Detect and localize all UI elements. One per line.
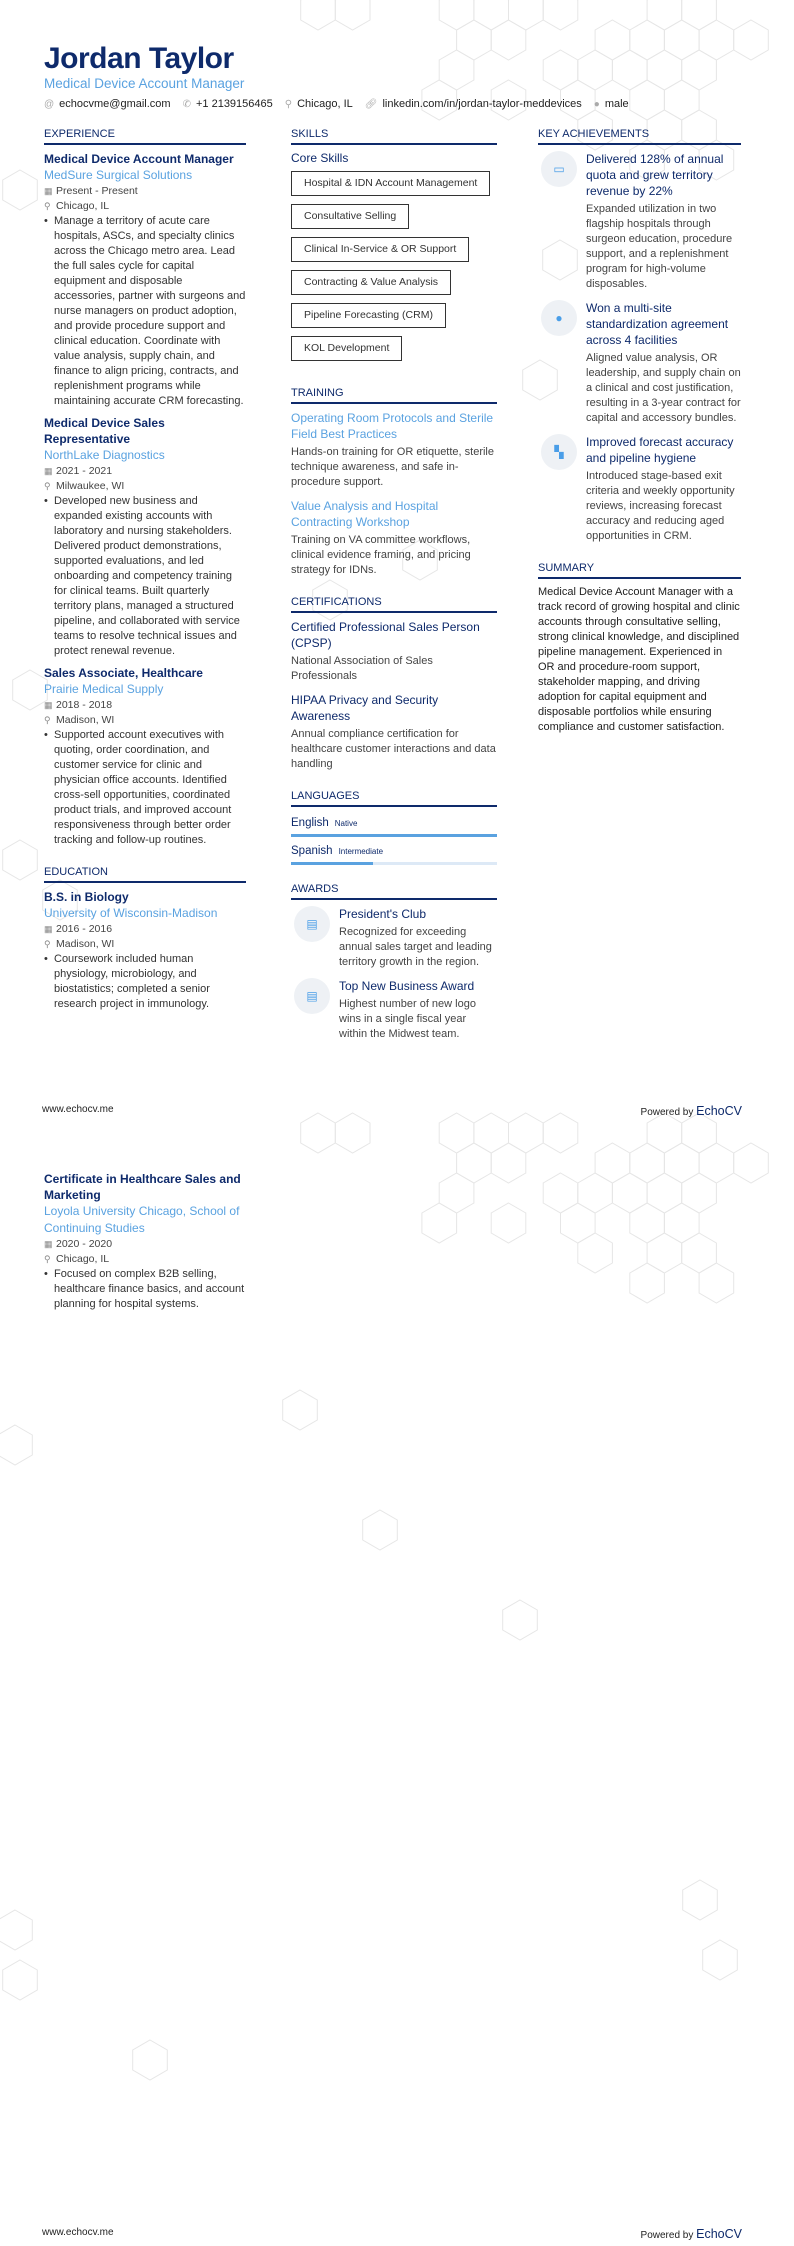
- contact-bar: [44, 98, 629, 110]
- entry-organization: Prairie Medical Supply: [44, 682, 164, 696]
- language-level: Intermediate: [338, 847, 384, 856]
- section-heading: SUMMARY: [538, 562, 741, 579]
- document-search-icon: ▤: [294, 906, 330, 942]
- left-column-continued: [44, 1171, 246, 1318]
- education-entry: [44, 1171, 246, 1312]
- skill-row: [291, 336, 497, 369]
- monitor-icon: ▭: [541, 151, 577, 187]
- training-description: Hands-on training for OR etiquette, sterile technique awareness, and safe in-procedure support.: [291, 446, 494, 488]
- item-title: Delivered 128% of annual quota and grew territory revenue by 22%: [586, 152, 724, 198]
- entry-title: B.S. in Biology: [44, 890, 129, 904]
- language-proficiency-fill: [291, 834, 497, 837]
- entry-dates: [44, 184, 246, 199]
- language-name: Spanish: [291, 845, 333, 857]
- item-title: Top New Business Award: [339, 979, 475, 993]
- calendar-icon: ▦: [44, 1239, 53, 1249]
- bullet-item: • Developed new business and expanded existing accounts with laboratory and nursing stakeholders. Delivered product demonstrations, supported evaluations, and led onboarding and competency training for clinical teams. Built quarterly territory plans, managed a structured pipeline, and collaborated with service teams to resolve technical issues and protect renewal revenue.: [44, 494, 246, 659]
- chat-bubble-icon: ●: [541, 300, 577, 336]
- item-description: Highest number of new logo wins in a single fiscal year within the Midwest team.: [339, 998, 476, 1040]
- certification-title: HIPAA Privacy and Security Awareness: [291, 693, 439, 723]
- section-heading: EDUCATION: [44, 866, 246, 883]
- item-title: Improved forecast accuracy and pipeline hygiene: [586, 435, 734, 465]
- bullet-list: [44, 494, 246, 659]
- location-text: Madison, WI: [56, 714, 115, 726]
- summary-section: [538, 562, 741, 735]
- echocv-logo: EchoCV: [696, 2227, 742, 2241]
- skill-row: [291, 237, 497, 270]
- files-icon: ▚: [541, 434, 577, 470]
- item-description: Aligned value analysis, OR leadership, and supply chain on a clinical and cost justification, resulting in a 3-year contract for capital and accessory bundles.: [586, 352, 741, 424]
- location-text: Madison, WI: [56, 938, 115, 950]
- languages-section: [291, 790, 497, 865]
- entry-organization: MedSure Surgical Solutions: [44, 168, 193, 182]
- link-icon: 🔗︎: [364, 99, 378, 110]
- experience-entry: [44, 415, 246, 659]
- section-heading: LANGUAGES: [291, 790, 497, 807]
- entry-location: [44, 937, 246, 952]
- section-heading: KEY ACHIEVEMENTS: [538, 128, 741, 145]
- contact-gender: ● male: [593, 98, 629, 110]
- skill-row: [291, 204, 497, 237]
- item-title: President's Club: [339, 907, 426, 921]
- training-description: Training on VA committee workflows, clinical evidence framing, and pricing strategy for IDNs.: [291, 534, 471, 576]
- achievement-item: [538, 151, 741, 292]
- entry-dates: [44, 922, 246, 937]
- entry-organization: NorthLake Diagnostics: [44, 448, 165, 462]
- right-column: [538, 128, 741, 753]
- skill-tag: Pipeline Forecasting (CRM): [291, 303, 446, 328]
- bullet-item: • Manage a territory of acute care hospitals, ASCs, and specialty clinics across the Chicago metro area. Lead the full sales cycle for capital equipment and disposable accessories, partner with surgeons and nurse managers on product adoption, and provide procedure support and clinical education. Coordinate with value analysis, supply chain, and finance to align pricing, contracts, and replenishment programs while maintaining accurate CRM forecasting.: [44, 214, 246, 409]
- education-section: [44, 866, 246, 1012]
- entry-location: [44, 479, 246, 494]
- document-icon: ▤: [294, 978, 330, 1014]
- skill-tag: KOL Development: [291, 336, 402, 361]
- achievement-item: [538, 300, 741, 426]
- skills-section: [291, 128, 497, 369]
- certification-description: National Association of Sales Professionals: [291, 655, 433, 682]
- skill-tag: Clinical In-Service & OR Support: [291, 237, 469, 262]
- entry-location: [44, 713, 246, 728]
- location-icon: ⚲: [284, 99, 293, 110]
- entry-dates: [44, 1237, 246, 1252]
- item-title: Won a multi-site standardization agreement across 4 facilities: [586, 301, 729, 347]
- at-icon: @: [44, 99, 55, 110]
- experience-section: [44, 128, 246, 848]
- section-heading: AWARDS: [291, 883, 497, 900]
- experience-entry: [44, 151, 246, 409]
- contact-location: ⚲ Chicago, IL: [284, 98, 353, 110]
- contact-phone[interactable]: ✆ +1 2139156465: [182, 98, 273, 110]
- entry-organization: University of Wisconsin-Madison: [44, 906, 218, 920]
- skill-group-title: Core Skills: [291, 151, 349, 165]
- entry-location: [44, 199, 246, 214]
- awards-section: [291, 883, 497, 1042]
- entry-location: [44, 1252, 246, 1267]
- education-entry: [44, 889, 246, 1012]
- echocv-logo: EchoCV: [696, 1104, 742, 1118]
- language-item: [291, 813, 497, 837]
- section-heading: CERTIFICATIONS: [291, 596, 497, 613]
- calendar-icon: ▦: [44, 466, 53, 476]
- dates-text: 2020 - 2020: [56, 1238, 113, 1250]
- candidate-title: Medical Device Account Manager: [44, 76, 245, 91]
- bullet-item: • Focused on complex B2B selling, healthcare finance basics, and account planning for hospital systems.: [44, 1267, 246, 1312]
- item-description: Introduced stage-based exit criteria and weekly opportunity reviews, increasing forecast accuracy and reducing aged opportunities in CRM.: [586, 470, 735, 542]
- section-heading: SKILLS: [291, 128, 497, 145]
- calendar-icon: ▦: [44, 186, 53, 196]
- summary-text: Medical Device Account Manager with a track record of growing hospital and clinic accounts through consultative selling, strong clinical knowledge, and disciplined pipeline management. Experienced in OR and procedure-room support, stakeholder mapping, and driving adoption for capital equipment and disposable portfolios while ensuring compliance and customer satisfaction.: [538, 586, 740, 733]
- entry-dates: [44, 464, 246, 479]
- entry-title: Medical Device Account Manager: [44, 152, 234, 166]
- location-icon: ⚲: [44, 481, 51, 491]
- section-heading: TRAINING: [291, 387, 497, 404]
- candidate-name: Jordan Taylor: [44, 42, 234, 75]
- entry-title: Sales Associate, Healthcare: [44, 666, 203, 680]
- section-heading: EXPERIENCE: [44, 128, 246, 145]
- footer-website-link[interactable]: www.echocv.me: [42, 2227, 114, 2238]
- location-text: Chicago, IL: [56, 1253, 110, 1265]
- item-description: Expanded utilization in two flagship hospitals through surgeon education, procedure support, and a replenishment program for high-volume disposables.: [586, 203, 733, 290]
- person-icon: ●: [593, 99, 600, 110]
- language-level: Native: [334, 819, 358, 828]
- entry-title: Medical Device Sales Representative: [44, 416, 165, 446]
- award-item: [291, 906, 497, 970]
- skill-tag: Contracting & Value Analysis: [291, 270, 451, 295]
- achievements-section: [538, 128, 741, 544]
- language-item: [291, 841, 497, 865]
- certifications-section: [291, 596, 497, 772]
- language-proficiency-fill: [291, 862, 373, 865]
- footer-powered-by[interactable]: Powered by EchoCV: [640, 1104, 742, 1118]
- certification-description: Annual compliance certification for healthcare customer interactions and data handling: [291, 728, 496, 770]
- item-description: Recognized for exceeding annual sales target and leading territory growth in the region.: [339, 926, 492, 968]
- bullet-list: [44, 952, 246, 1012]
- left-column: [44, 128, 246, 1030]
- language-proficiency-bar: [291, 862, 497, 865]
- skill-row: [291, 303, 497, 336]
- bullet-list: [44, 728, 246, 848]
- resume-page-2: [0, 1123, 794, 2246]
- calendar-icon: ▦: [44, 924, 53, 934]
- entry-dates: [44, 698, 246, 713]
- location-text: Chicago, IL: [56, 200, 110, 212]
- bullet-list: [44, 1267, 246, 1312]
- award-item: [291, 978, 497, 1042]
- location-text: Milwaukee, WI: [56, 480, 125, 492]
- training-section: [291, 387, 497, 578]
- experience-entry: [44, 665, 246, 848]
- footer-powered-by[interactable]: Powered by EchoCV: [640, 2227, 742, 2241]
- certification-title: Certified Professional Sales Person (CPSP): [291, 620, 480, 650]
- phone-icon: ✆: [182, 99, 191, 110]
- calendar-icon: ▦: [44, 700, 53, 710]
- skill-tag: Consultative Selling: [291, 204, 409, 229]
- training-title: Operating Room Protocols and Sterile Field Best Practices: [291, 411, 494, 441]
- location-icon: ⚲: [44, 1254, 51, 1264]
- dates-text: 2016 - 2016: [56, 923, 113, 935]
- entry-title: Certificate in Healthcare Sales and Marketing: [44, 1172, 241, 1202]
- location-icon: ⚲: [44, 939, 51, 949]
- bullet-item: • Coursework included human physiology, microbiology, and biostatistics; completed a senior research project in immunology.: [44, 952, 246, 1012]
- language-name: English: [291, 817, 329, 829]
- bullet-list: [44, 214, 246, 409]
- location-icon: ⚲: [44, 715, 51, 725]
- contact-linkedin[interactable]: 🔗︎ linkedin.com/in/jordan-taylor-meddevices: [364, 98, 582, 110]
- contact-email[interactable]: @ echocvme@gmail.com: [44, 98, 171, 110]
- dates-text: 2018 - 2018: [56, 699, 113, 711]
- skill-row: [291, 270, 497, 303]
- dates-text: 2021 - 2021: [56, 465, 113, 477]
- skill-tag: Hospital & IDN Account Management: [291, 171, 490, 196]
- language-proficiency-bar: [291, 834, 497, 837]
- footer-website-link[interactable]: www.echocv.me: [42, 1104, 114, 1115]
- middle-column: [291, 128, 497, 1060]
- skill-row: [291, 171, 497, 204]
- dates-text: Present - Present: [56, 185, 138, 197]
- entry-organization: Loyola University Chicago, School of Continuing Studies: [44, 1204, 240, 1235]
- achievement-item: [538, 434, 741, 544]
- training-title: Value Analysis and Hospital Contracting Workshop: [291, 499, 439, 529]
- bullet-item: • Supported account executives with quoting, order coordination, and customer service for clinic and physician office accounts. Identified cross-sell opportunities, coordinated product trials, and improved account responsiveness through better order tracking and follow-up routines.: [44, 728, 246, 848]
- location-icon: ⚲: [44, 201, 51, 211]
